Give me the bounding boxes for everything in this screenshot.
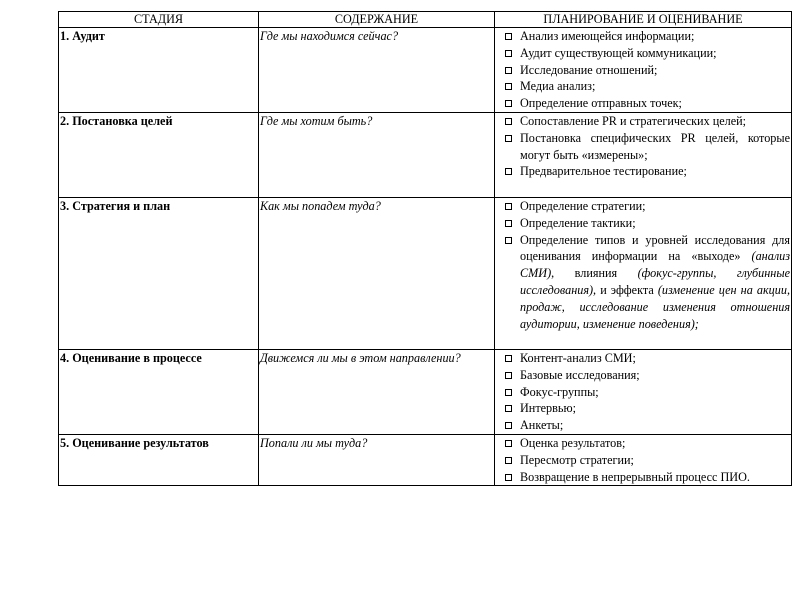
pio-table bbox=[58, 11, 792, 486]
stage-cell: 5. Оценивание результатов bbox=[59, 435, 259, 486]
square-bullet-icon bbox=[505, 67, 512, 74]
list-item: Фокус-группы; bbox=[495, 384, 790, 401]
list-item: Постановка специфических PR целей, которые могут быть «измерены»; bbox=[495, 130, 790, 164]
header-row bbox=[59, 12, 792, 28]
content-cell: Как мы попадем туда? bbox=[259, 198, 495, 350]
stage-cell: 3. Стратегия и план bbox=[59, 198, 259, 350]
square-bullet-icon bbox=[505, 220, 512, 227]
header-stage: СТАДИЯ bbox=[59, 12, 259, 28]
list-item: Исследование отношений; bbox=[495, 62, 790, 79]
list-item: Предварительное тестирование; bbox=[495, 163, 790, 180]
list-item: Контент-анализ СМИ; bbox=[495, 350, 790, 367]
square-bullet-icon bbox=[505, 405, 512, 412]
plan-cell bbox=[495, 350, 792, 435]
plan-cell bbox=[495, 198, 792, 350]
square-bullet-icon bbox=[505, 83, 512, 90]
content-cell: Движемся ли мы в этом направлении? bbox=[259, 350, 495, 435]
stage-cell: 1. Аудит bbox=[59, 28, 259, 113]
plan-cell bbox=[495, 435, 792, 486]
list-item: Интервью; bbox=[495, 400, 790, 417]
content-cell: Где мы хотим быть? bbox=[259, 113, 495, 198]
table-row bbox=[59, 113, 792, 198]
list-item: Анализ имеющейся информации; bbox=[495, 28, 790, 45]
list-item: Аудит существующей коммуникации; bbox=[495, 45, 790, 62]
plan-cell bbox=[495, 28, 792, 113]
table-row bbox=[59, 198, 792, 350]
list-item: Анкеты; bbox=[495, 417, 790, 434]
table-row bbox=[59, 435, 792, 486]
list-item: Медиа анализ; bbox=[495, 78, 790, 95]
content-cell: Где мы находимся сейчас? bbox=[259, 28, 495, 113]
list-item: Определение отправных точек; bbox=[495, 95, 790, 112]
list-item: Сопоставление PR и стратегических целей; bbox=[495, 113, 790, 130]
plan-list bbox=[495, 435, 790, 485]
square-bullet-icon bbox=[505, 50, 512, 57]
square-bullet-icon bbox=[505, 237, 512, 244]
stage-cell: 2. Постановка целей bbox=[59, 113, 259, 198]
list-item: Определение типов и уровней исследования для оценивания информации на «выходе» (анализ СМИ), влияния (фокус-группы, глубинные исследования), и эффекта (изменение цен на акции, продаж, исследование изменения отношения аудитории, изменение поведения); bbox=[495, 232, 790, 333]
plan-list bbox=[495, 350, 790, 434]
square-bullet-icon bbox=[505, 135, 512, 142]
table-row bbox=[59, 28, 792, 113]
table-row bbox=[59, 350, 792, 435]
square-bullet-icon bbox=[505, 422, 512, 429]
plan-list bbox=[495, 198, 790, 332]
list-item: Базовые исследования; bbox=[495, 367, 790, 384]
content-cell: Попали ли мы туда? bbox=[259, 435, 495, 486]
list-item: Определение тактики; bbox=[495, 215, 790, 232]
header-plan: ПЛАНИРОВАНИЕ И ОЦЕНИВАНИЕ bbox=[495, 12, 792, 28]
stage-cell: 4. Оценивание в процессе bbox=[59, 350, 259, 435]
list-item: Возвращение в непрерывный процесс ПИО. bbox=[495, 469, 790, 486]
header-content: СОДЕРЖАНИЕ bbox=[259, 12, 495, 28]
square-bullet-icon bbox=[505, 389, 512, 396]
square-bullet-icon bbox=[505, 100, 512, 107]
square-bullet-icon bbox=[505, 118, 512, 125]
plan-list bbox=[495, 113, 790, 180]
plan-list bbox=[495, 28, 790, 112]
list-item: Оценка результатов; bbox=[495, 435, 790, 452]
square-bullet-icon bbox=[505, 457, 512, 464]
square-bullet-icon bbox=[505, 474, 512, 481]
list-item: Определение стратегии; bbox=[495, 198, 790, 215]
square-bullet-icon bbox=[505, 33, 512, 40]
plan-cell bbox=[495, 113, 792, 198]
list-item: Пересмотр стратегии; bbox=[495, 452, 790, 469]
square-bullet-icon bbox=[505, 355, 512, 362]
square-bullet-icon bbox=[505, 440, 512, 447]
square-bullet-icon bbox=[505, 372, 512, 379]
square-bullet-icon bbox=[505, 203, 512, 210]
square-bullet-icon bbox=[505, 168, 512, 175]
